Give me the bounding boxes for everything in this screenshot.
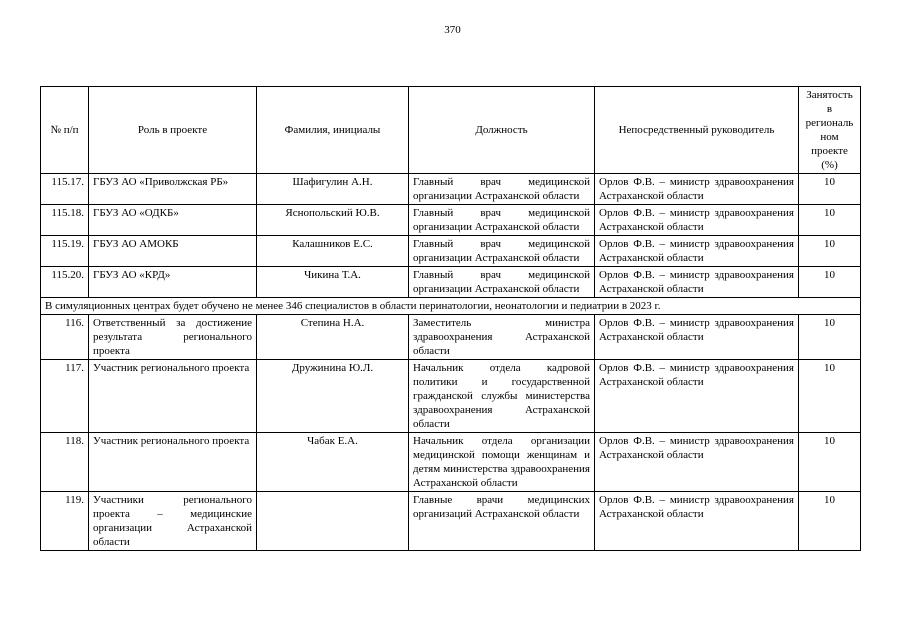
cell-name: Яснопольский Ю.В. [257,205,409,236]
table-row [41,315,861,360]
table-row [41,433,861,492]
page-number: 370 [444,24,461,36]
cell-load: 10 [799,236,861,267]
section-row-group [41,298,861,315]
cell-role: ГБУЗ АО «ОДКБ» [89,205,257,236]
cell-name: Шафигулин А.Н. [257,174,409,205]
cell-name: Чабак Е.А. [257,433,409,492]
cell-manager: Орлов Ф.В. – министр здравоохранения Астраханской области [595,360,799,433]
cell-number: 117. [41,360,89,433]
header-load: Занятость в региональном проекте (%) [799,87,861,174]
cell-load: 10 [799,205,861,236]
section-text: В симуляционных центрах будет обучено не менее 346 специалистов в области перинатологии, неонатологии и педиатрии в 2023 г. [41,298,861,315]
table-body-b [41,315,861,551]
cell-number: 115.18. [41,205,89,236]
cell-role: ГБУЗ АО АМОКБ [89,236,257,267]
cell-position: Главный врач медицинской организации Астраханской области [409,236,595,267]
cell-manager: Орлов Ф.В. – министр здравоохранения Астраханской области [595,236,799,267]
cell-name [257,492,409,551]
header-manager: Непосредственный руководитель [595,87,799,174]
cell-position: Главный врач медицинской организации Астраханской области [409,267,595,298]
cell-load: 10 [799,267,861,298]
cell-number: 115.20. [41,267,89,298]
table-row [41,492,861,551]
cell-position: Главные врачи медицинских организаций Астраханской области [409,492,595,551]
cell-name: Чикина Т.А. [257,267,409,298]
section-row [41,298,861,315]
cell-role: ГБУЗ АО «Приволжская РБ» [89,174,257,205]
participants-table [40,86,861,551]
cell-name: Дружинина Ю.Л. [257,360,409,433]
cell-manager: Орлов Ф.В. – министр здравоохранения Астраханской области [595,174,799,205]
cell-number: 115.19. [41,236,89,267]
cell-position: Начальник отдела кадровой политики и государственной гражданской службы министерства здравоохранения Астраханской области [409,360,595,433]
header-position: Должность [409,87,595,174]
cell-name: Калашников Е.С. [257,236,409,267]
cell-position: Главный врач медицинской организации Астраханской области [409,205,595,236]
table-row [41,205,861,236]
cell-role: Ответственный за достижение результата регионального проекта [89,315,257,360]
cell-number: 118. [41,433,89,492]
cell-role: Участник регионального проекта [89,433,257,492]
cell-number: 116. [41,315,89,360]
cell-manager: Орлов Ф.В. – министр здравоохранения Астраханской области [595,492,799,551]
cell-number: 119. [41,492,89,551]
cell-role: ГБУЗ АО «КРД» [89,267,257,298]
header-number: № п/п [41,87,89,174]
table-row [41,174,861,205]
cell-load: 10 [799,174,861,205]
cell-role: Участники регионального проекта – медицинские организации Астраханской области [89,492,257,551]
cell-name: Степина Н.А. [257,315,409,360]
cell-number: 115.17. [41,174,89,205]
cell-position: Заместитель министра здравоохранения Астраханской области [409,315,595,360]
cell-manager: Орлов Ф.В. – министр здравоохранения Астраханской области [595,267,799,298]
cell-manager: Орлов Ф.В. – министр здравоохранения Астраханской области [595,433,799,492]
table-row [41,360,861,433]
cell-position: Начальник отдела организации медицинской помощи женщинам и детям министерства здравоохранения Астраханской области [409,433,595,492]
table-header-row [41,87,861,174]
cell-manager: Орлов Ф.В. – министр здравоохранения Астраханской области [595,315,799,360]
table-body-a [41,174,861,298]
cell-load: 10 [799,315,861,360]
header-role: Роль в проекте [89,87,257,174]
cell-position: Главный врач медицинской организации Астраханской области [409,174,595,205]
cell-load: 10 [799,492,861,551]
cell-load: 10 [799,360,861,433]
header-name: Фамилия, инициалы [257,87,409,174]
table-row [41,267,861,298]
cell-load: 10 [799,433,861,492]
table-row [41,236,861,267]
cell-role: Участник регионального проекта [89,360,257,433]
cell-manager: Орлов Ф.В. – министр здравоохранения Астраханской области [595,205,799,236]
